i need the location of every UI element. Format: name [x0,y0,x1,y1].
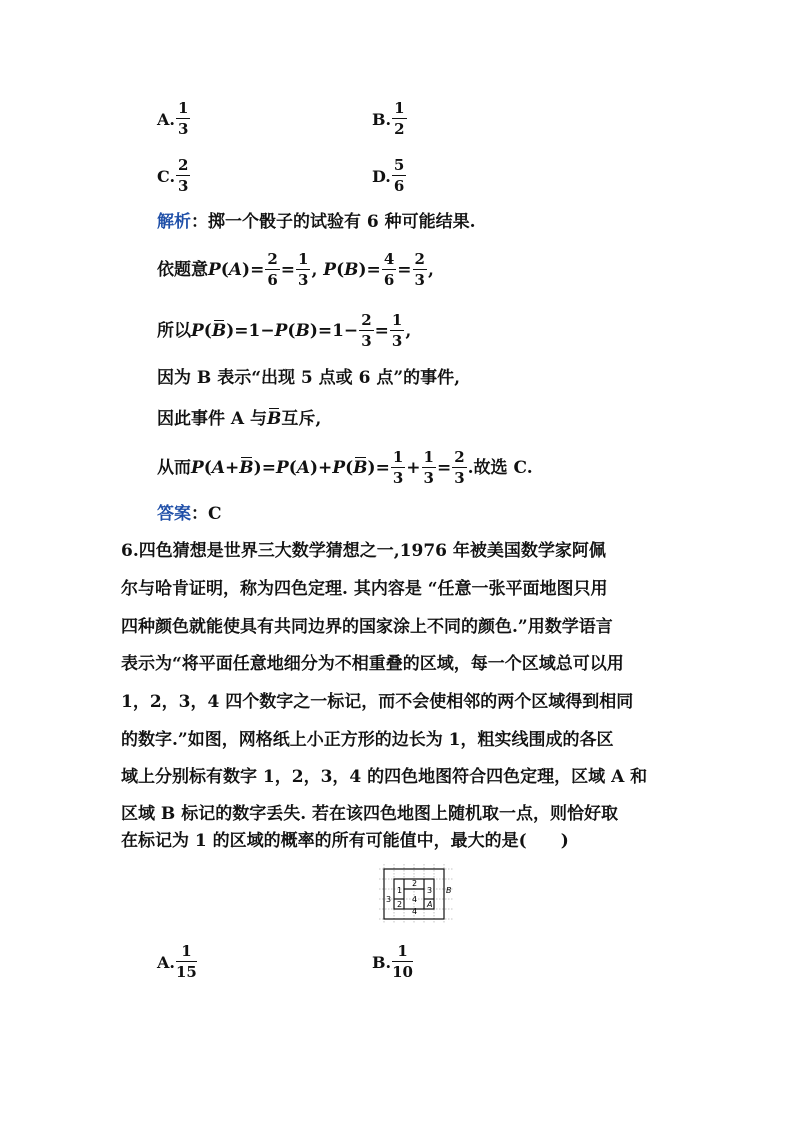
option-d: D. $\frac{5}{6}$ [372,156,405,195]
answer-line: 答案：C [157,504,222,524]
region-label-3-left: 3 [386,895,392,904]
solution-line-4: 因为 B 表示“出现 5 点或 6 点”的事件, [157,368,461,388]
region-label-2-bottom: 2 [397,900,403,909]
region-label-1: 1 [397,886,403,895]
solution-line-3: 所以 P ( B )=1− P ( B )=1− $\frac{2}{3}$ = $\frac{1}{3}$ , [157,311,412,350]
solution-line-2: 依题意 P ( A )= $\frac{2}{6}$ = $\frac{1}{3}$ , P ( B )= $\frac{4}{6}$ = $\frac{2}{3}$ , [157,250,434,289]
region-label-4-center: 4 [412,895,418,904]
q6-line-9: 在标记为 1 的区域的概率的所有可能值中，最大的是( ) [121,831,569,851]
option-c-fraction: $\frac{2}{3}$ [178,156,189,195]
option-c: C. $\frac{2}{3}$ [157,156,189,195]
region-label-b: B [446,886,452,895]
answer-label: 答案 [157,504,191,524]
option-a: A. $\frac{1}{3}$ [157,99,189,138]
q6-line-5: 1，2，3，4 四个数字之一标记，而不会使相邻的两个区域得到相同 [121,692,634,712]
q6-option-b-fraction: $\frac{1}{10}$ [392,942,413,981]
four-color-map-figure [379,864,454,924]
q6-line-3: 四种颜色就能使具有共同边界的国家涂上不同的颜色.”用数学语言 [121,617,613,637]
solution-label: 解析 [157,212,191,232]
q6-option-a-fraction: $\frac{1}{15}$ [175,942,197,981]
region-label-2-top: 2 [412,879,418,888]
q6-line-6: 的数字.”如图，网格纸上小正方形的边长为 1，粗实线围成的各区 [121,730,614,750]
solution-line-1: 解析：掷一个骰子的试验有 6 种可能结果. [157,212,476,232]
q6-line-8: 区域 B 标记的数字丢失. 若在该四色地图上随机取一点，则恰好取 [121,804,619,824]
q6-option-b: B. $\frac{1}{10}$ [372,942,413,981]
region-label-4-bottom: 4 [412,907,418,916]
q6-line-4: 表示为“将平面任意地细分为不相重叠的区域，每一个区域总可以用 [121,654,624,674]
q6-line-2: 尔与哈肯证明，称为四色定理. 其内容是 “任意一张平面地图只用 [121,579,608,599]
q6-line-1: 6.四色猜想是世界三大数学猜想之一,1976 年被美国数学家阿佩 [121,541,606,561]
option-b-fraction: $\frac{1}{2}$ [394,99,405,138]
option-d-fraction: $\frac{5}{6}$ [393,156,405,195]
q6-line-7: 域上分别标有数字 1，2，3，4 的四色地图符合四色定理，区域 A 和 [121,767,648,787]
region-label-a: A [427,900,433,909]
q6-option-a: A. $\frac{1}{15}$ [157,942,197,981]
region-label-3-right: 3 [427,886,433,895]
solution-line-6: 从而 P ( A + B )= P ( A )+ P ( B )= $\frac{1}{3}$ + $\frac{1}{3}$ = $\frac{2}{3}$ .故选 C. [157,448,533,487]
option-b: B. $\frac{1}{2}$ [372,99,405,138]
option-a-fraction: $\frac{1}{3}$ [177,99,189,138]
solution-line-5: 因此事件 A 与B互斥, [157,409,322,429]
